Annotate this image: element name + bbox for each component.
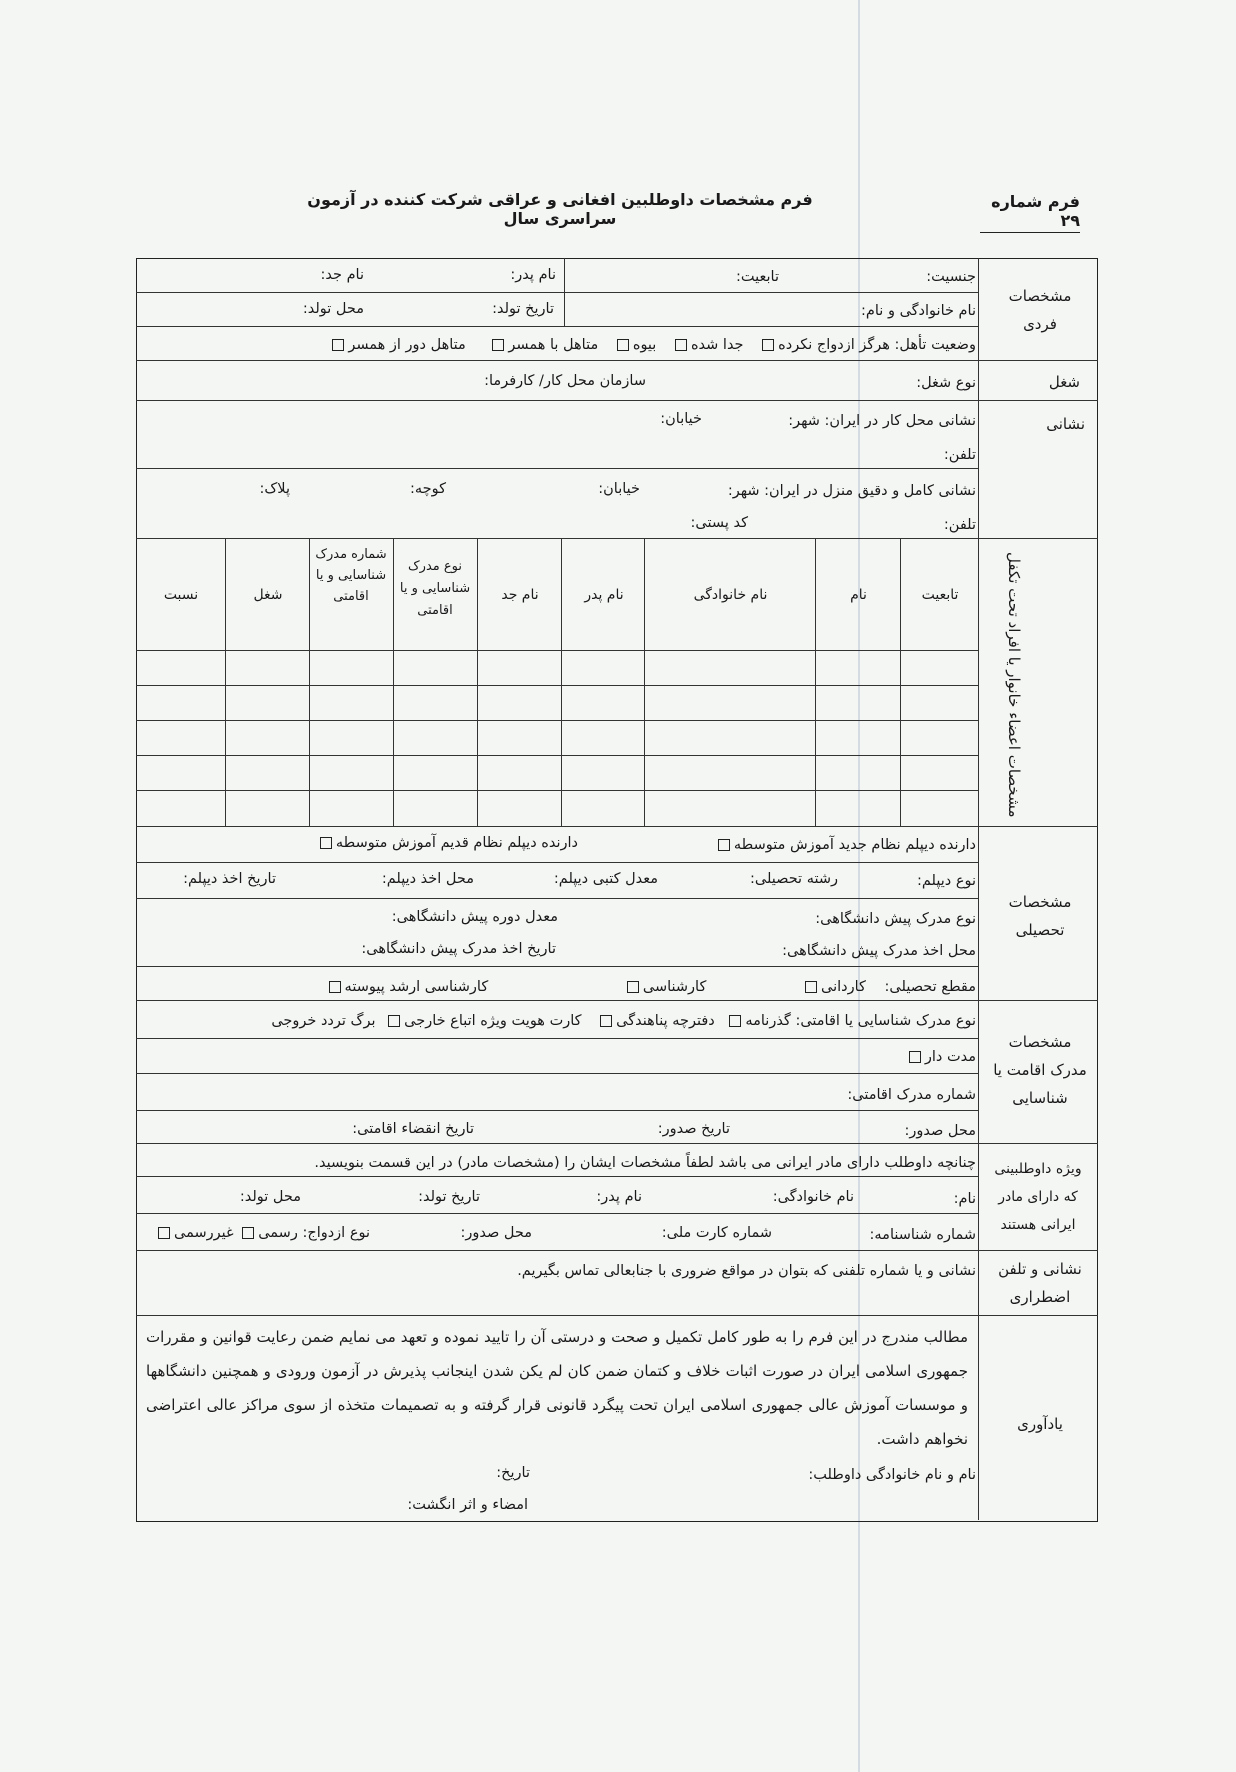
table-row (136, 650, 978, 651)
diploma-date: تاریخ اخذ دیپلم: (183, 871, 276, 887)
foreign-id-card-label: کارت هویت ویژه اتباع خارجی (404, 1013, 582, 1029)
row-line (136, 1038, 978, 1039)
home-address-street: خیابان: (598, 481, 640, 497)
sep-address (136, 538, 1098, 539)
residence-issue-place: محل صدور: (904, 1123, 976, 1139)
nationality-field: تابعیت: (736, 269, 779, 285)
reminder-paragraph: مطالب مندرج در این فرم را به طور کامل تکمیل و صحت و درستی آن را تایید نموده و تعهد می نمایم ضمن رعایت قوانین و مقررات جمهوری اسلامی ایران در صورت اثبات خلاف و کتمان ضمن کان لم یکن شدن اینجانب پذیرش در آزمون ورودی و همچنین دانشگاهها و موسسات آموزش عالی جمهوری اسلامی ایران تحت پیگرد قانونی قرار گرفته و به تصمیمات متخذه از سوی مراکز عالی اعتراضی نخواهم داشت. (146, 1328, 968, 1448)
birth-date-field: تاریخ تولد: (492, 301, 554, 317)
valid-term-option (905, 1048, 976, 1066)
row-line (136, 1110, 978, 1111)
never-married-checkbox[interactable] (762, 339, 774, 351)
table-col (815, 538, 816, 826)
family-name-field: نام خانوادگی و نام: (861, 303, 976, 319)
widow-checkbox[interactable] (617, 339, 629, 351)
work-address-street: خیابان: (660, 411, 702, 427)
table-col (309, 538, 310, 826)
diploma-type-field: نوع دیپلم: (917, 873, 976, 889)
formal-marriage-checkbox[interactable] (242, 1227, 254, 1239)
table-col (561, 538, 562, 826)
cell-divider (564, 258, 565, 326)
mother-instruction: چنانچه داوطلب دارای مادر ایرانی می باشد لطفاً مشخصات ایشان را (مشخصات مادر) در این قسمت بنویسید. (314, 1155, 976, 1171)
never-married-label: وضعیت تأهل: هرگز ازدواج نکرده (778, 337, 976, 353)
label-column-divider (978, 258, 979, 1520)
exit-pass-label: برگ تردد خروجی (271, 1013, 376, 1029)
education-level (325, 978, 976, 996)
table-header-job: شغل (253, 587, 283, 603)
row-line (136, 1176, 978, 1177)
preuni-place: محل اخذ مدرک پیش دانشگاهی: (782, 943, 976, 959)
table-header-name: نام (850, 587, 867, 603)
table-header-doc-type: نوع مدرک شناسایی و یا اقامتی (399, 559, 471, 618)
mother-id-number: شماره شناسنامه: (869, 1227, 976, 1243)
mother-family: نام خانوادگی: (772, 1189, 854, 1205)
job-type-field: نوع شغل: (916, 375, 976, 391)
table-col (477, 538, 478, 826)
home-address-plate: پلاک: (259, 481, 290, 497)
home-address-city: نشانی کامل و دقیق منزل در ایران: شهر: (727, 483, 976, 499)
separated-label: جدا شده (690, 337, 744, 353)
section-label-job: شغل (1048, 373, 1080, 391)
section-label-address: نشانی (1046, 415, 1085, 433)
table-header-relation: نسبت (163, 587, 199, 603)
preuni-date: تاریخ اخذ مدرک پیش دانشگاهی: (361, 941, 556, 957)
residence-expiry-date: تاریخ انقضاء اقامتی: (352, 1121, 474, 1137)
bachelor-checkbox[interactable] (627, 981, 639, 993)
section-label-residence: مشخصات مدرک اقامت یا شناسایی (993, 1033, 1087, 1107)
table-header-father: نام پدر (584, 587, 624, 603)
employer-field: سازمان محل کار/ کارفرما: (484, 373, 646, 389)
row-line (136, 898, 978, 899)
married-away-checkbox[interactable] (332, 339, 344, 351)
new-diploma-checkbox[interactable] (718, 839, 730, 851)
row-line (136, 326, 978, 327)
associate-checkbox[interactable] (805, 981, 817, 993)
row-line (136, 1213, 978, 1214)
married-with-spouse-label: متاهل با همسر (508, 337, 599, 353)
continuous-master-checkbox[interactable] (329, 981, 341, 993)
associate-label: کاردانی (821, 979, 866, 995)
section-label-education: مشخصات تحصیلی (1008, 893, 1072, 939)
table-header-grandfather: نام جد (501, 587, 539, 603)
new-diploma-label: دارنده دیپلم نظام جدید آموزش متوسطه (733, 837, 976, 853)
passport-checkbox[interactable] (729, 1015, 741, 1027)
refugee-booklet-checkbox[interactable] (600, 1015, 612, 1027)
form-number: فرم شماره ۲۹ (980, 192, 1080, 233)
home-phone: تلفن: (943, 517, 976, 533)
field-of-study: رشته تحصیلی: (749, 871, 838, 887)
residence-issue-date: تاریخ صدور: (657, 1121, 730, 1137)
sep-mother (136, 1250, 1098, 1251)
mother-name: نام: (953, 1191, 976, 1207)
new-diploma-option (714, 836, 976, 854)
grandfather-name-field: نام جد: (320, 267, 364, 283)
informal-marriage-checkbox[interactable] (158, 1227, 170, 1239)
row-line (136, 468, 978, 469)
sign-date: تاریخ: (496, 1465, 530, 1481)
sep-residence (136, 1143, 1098, 1144)
formal-marriage-label: نوع ازدواج: رسمی (258, 1225, 370, 1241)
mother-birth-place: محل تولد: (239, 1189, 301, 1205)
old-diploma-label: دارنده دیپلم نظام قدیم آموزش متوسطه (335, 835, 578, 851)
valid-term-checkbox[interactable] (909, 1051, 921, 1063)
continuous-master-label: کارشناسی ارشد پیوسته (344, 979, 489, 995)
sep-personal (136, 360, 1098, 361)
mother-father: نام پدر: (596, 1189, 642, 1205)
form-title: فرم مشخصات داوطلبین افغانی و عراقی شرکت کننده در آزمون سراسری سال (307, 190, 813, 228)
preuni-gpa: معدل دوره پیش دانشگاهی: (391, 909, 558, 925)
refugee-booklet-label: دفترچه پناهندگی (616, 1013, 715, 1029)
table-row (136, 790, 978, 791)
emergency-contact: نشانی و یا شماره تلفنی که بتوان در مواقع ضروری با جنابعالی تماس بگیریم. (517, 1263, 976, 1279)
section-label-personal: مشخصات فردی (1008, 287, 1072, 333)
marital-status-field (328, 336, 976, 354)
father-name-field: نام پدر: (510, 267, 556, 283)
table-header-nationality: تابعیت (921, 587, 959, 603)
home-address-alley: کوچه: (409, 481, 446, 497)
signature-fingerprint: امضاء و اثر انگشت: (407, 1497, 528, 1513)
gender-field: جنسیت: (926, 269, 976, 285)
separated-checkbox[interactable] (675, 339, 687, 351)
informal-marriage-label: غیررسمی (174, 1225, 234, 1241)
sep-education (136, 1000, 1098, 1001)
married-away-label: متاهل دور از همسر (348, 337, 466, 353)
residence-doc-type (271, 1012, 976, 1030)
table-col (393, 538, 394, 826)
section-label-dependents: مشخصات اعضاء خانوار یا افراد تحت تکفل (1005, 552, 1023, 818)
valid-term-label: مدت دار (924, 1049, 976, 1065)
foreign-id-card-checkbox[interactable] (388, 1015, 400, 1027)
table-col (900, 538, 901, 826)
applicant-name: نام و نام خانوادگی داوطلب: (808, 1467, 976, 1483)
preuni-type: نوع مدرک پیش دانشگاهی: (815, 911, 976, 927)
passport-label: نوع مدرک شناسایی یا اقامتی: گذرنامه (745, 1013, 976, 1029)
residence-doc-number: شماره مدرک اقامتی: (847, 1087, 976, 1103)
section-label-emergency: نشانی و تلفن اضطراری (998, 1260, 1082, 1306)
postal-code: کد پستی: (690, 515, 748, 531)
section-label-mother: ویژه داوطلبینی که دارای مادر ایرانی هستند (994, 1161, 1082, 1233)
work-phone: تلفن: (943, 447, 976, 463)
table-col (644, 538, 645, 826)
table-header-doc-number: شماره مدرک شناسایی و یا اقامتی (315, 547, 387, 604)
row-line (136, 966, 978, 967)
sep-emergency (136, 1315, 1098, 1316)
old-diploma-option (316, 834, 578, 852)
diploma-place: محل اخذ دیپلم: (381, 871, 474, 887)
section-label-reminder: یادآوری (1017, 1415, 1063, 1433)
row-line (136, 862, 978, 863)
table-row (136, 720, 978, 721)
birth-place-field: محل تولد: (302, 301, 364, 317)
row-line (136, 292, 978, 293)
table-row (136, 755, 978, 756)
widow-label: بیوه (632, 337, 657, 353)
table-header-family: نام خانوادگی (693, 587, 768, 603)
table-row (136, 685, 978, 686)
row-line (136, 1073, 978, 1074)
diploma-written-gpa: معدل کتبی دیپلم: (553, 871, 658, 887)
mother-national-card: شماره کارت ملی: (661, 1225, 772, 1241)
bachelor-label: کارشناسی (642, 979, 707, 995)
table-col (225, 538, 226, 826)
old-diploma-checkbox[interactable] (320, 837, 332, 849)
married-with-spouse-checkbox[interactable] (492, 339, 504, 351)
mother-birth-date: تاریخ تولد: (418, 1189, 480, 1205)
work-address-city: نشانی محل کار در ایران: شهر: (788, 413, 976, 429)
marriage-type (154, 1224, 370, 1242)
sep-dependents (136, 826, 1098, 827)
sep-job (136, 400, 1098, 401)
mother-issue-place: محل صدور: (460, 1225, 532, 1241)
education-level-label: مقطع تحصیلی: (884, 979, 976, 995)
